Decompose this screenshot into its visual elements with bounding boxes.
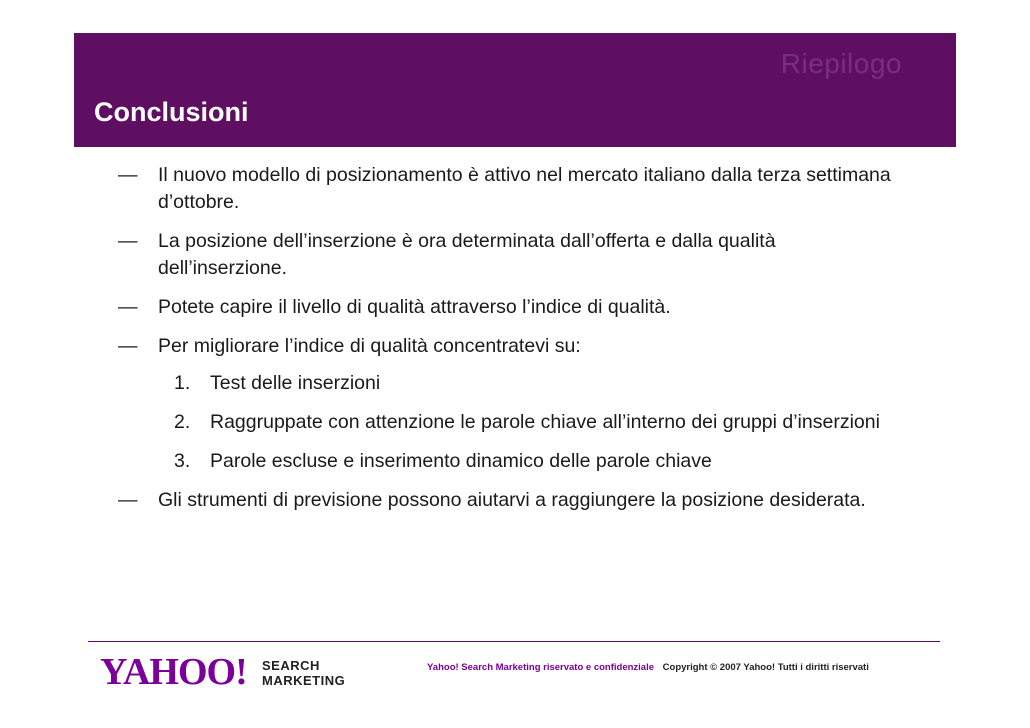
numbered-item [174,448,898,475]
bullet-dash: — [118,335,138,357]
item-text: Raggruppate con attenzione le parole chiave all’interno dei gruppi d’inserzioni [210,411,880,433]
bullet-dash: — [118,489,138,511]
bullet-dash: — [118,164,138,186]
item-number: 3. [174,450,191,472]
bullet-text: Gli strumenti di previsione possono aiutarvi a raggiungere la posizione desiderata. [158,489,866,511]
bullet-item [118,333,898,360]
logo-line-search: SEARCH [262,658,320,673]
content-area [118,162,898,526]
numbered-item [174,370,898,397]
bullet-dash: — [118,296,138,318]
header-band [74,33,956,147]
numbered-list [174,370,898,475]
numbered-item [174,409,898,436]
copyright-notice: Copyright © 2007 Yahoo! Tutti i diritti riservati [662,662,869,673]
bullet-item [118,162,898,216]
item-text: Parole escluse e inserimento dinamico delle parole chiave [210,450,712,472]
item-number: 2. [174,411,191,433]
item-number: 1. [174,372,191,394]
search-marketing-wordmark [262,658,345,688]
bullet-dash: — [118,230,138,252]
bullet-text: Per migliorare l’indice di qualità concentratevi su: [158,335,581,357]
bullet-text: Potete capire il livello di qualità attraverso l’indice di qualità. [158,296,671,318]
slide-title: Conclusioni [94,97,249,127]
confidentiality-notice: Yahoo! Search Marketing riservato e confidenziale [427,662,655,673]
bullet-text: Il nuovo modello di posizionamento è attivo nel mercato italiano dalla terza settimana d’ottobre. [158,164,891,213]
bullet-item [118,294,898,321]
yahoo-wordmark: YAHOO! [100,651,247,693]
footer-legal [427,662,869,673]
bullet-item [118,228,898,282]
footer-divider [88,641,940,642]
item-text: Test delle inserzioni [210,372,381,394]
bullet-item [118,487,898,514]
bullet-text: La posizione dell’inserzione è ora determinata dall’offerta e dalla qualità dell’inserzione. [158,230,776,279]
section-label: Riepilogo [780,48,902,79]
logo-line-marketing: MARKETING [262,673,346,688]
